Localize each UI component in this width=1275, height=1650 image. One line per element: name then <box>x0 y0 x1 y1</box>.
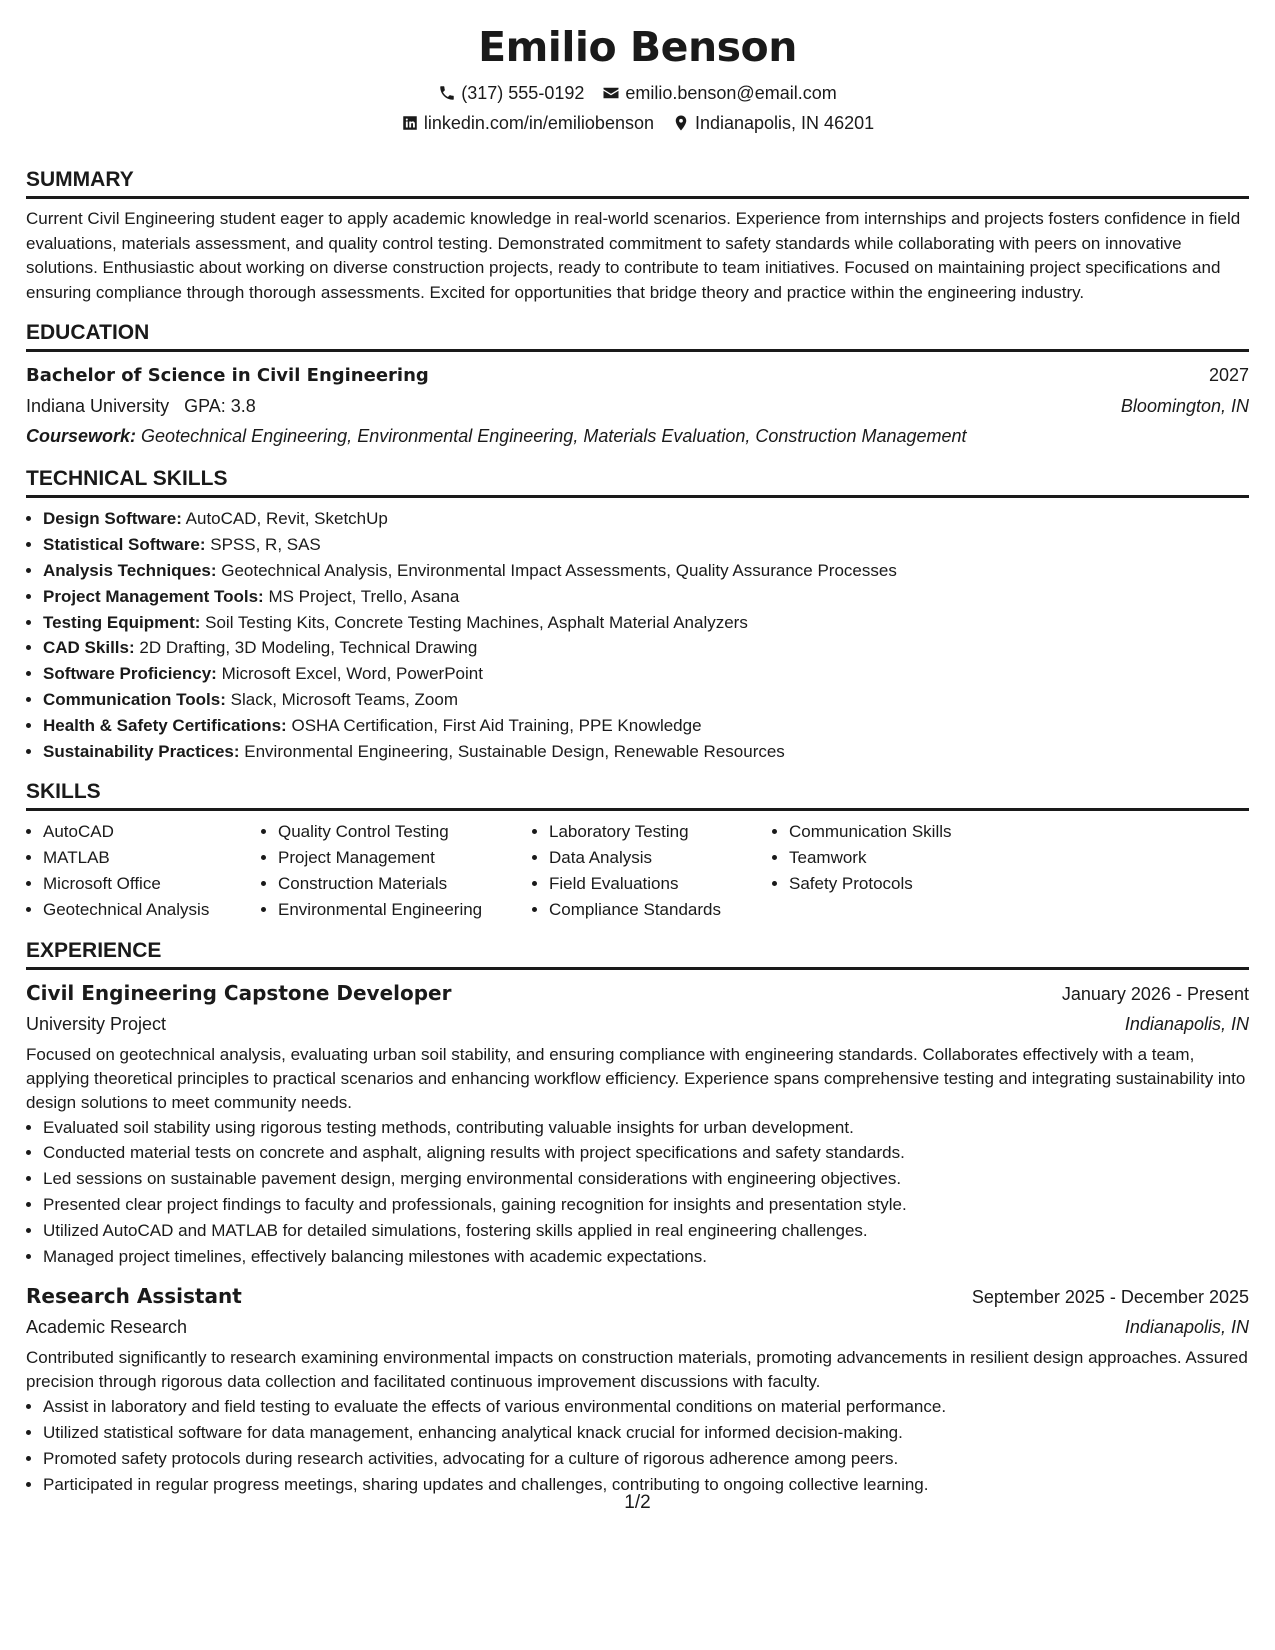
list-item: • MATLAB <box>43 845 261 871</box>
education-section <box>26 319 1249 451</box>
skill-label: Sustainability Practices: <box>43 741 240 761</box>
skill-label: Communication Tools: <box>43 689 226 709</box>
coursework-list: Geotechnical Engineering, Environmental Engineering, Materials Evaluation, Construction Management <box>141 426 967 447</box>
list-item <box>43 558 1249 584</box>
job-entry <box>26 978 1249 1270</box>
technical-skills-heading: TECHNICAL SKILLS <box>26 465 1249 498</box>
job-title-row <box>26 978 1249 1009</box>
skill-label: CAD Skills: <box>43 638 135 658</box>
skill-value: Slack, Microsoft Teams, Zoom <box>230 689 458 709</box>
list-item: • Communication Skills <box>789 819 1019 845</box>
phone-number: (317) 555-0192 <box>461 83 585 103</box>
contact-row-2 <box>26 108 1249 138</box>
gpa: GPA: 3.8 <box>184 396 256 417</box>
summary-section <box>26 166 1249 305</box>
job-dates: September 2025 - December 2025 <box>971 1287 1249 1308</box>
page-number: 1/2 <box>624 1492 651 1513</box>
list-item: • Utilized AutoCAD and MATLAB for detailed simulations, fostering skills applied in real engineering challenges. <box>43 1218 1249 1244</box>
list-item: • Project Management <box>278 845 532 871</box>
job-dates: January 2026 - Present <box>1061 983 1249 1004</box>
contact-row-1 <box>26 78 1249 108</box>
skills-column-2 <box>261 819 532 922</box>
location-text: Indianapolis, IN 46201 <box>694 113 875 133</box>
graduation-year: 2027 <box>1208 365 1249 386</box>
list-item: • Evaluated soil stability using rigorous testing methods, contributing valuable insights for urban development. <box>43 1115 1249 1141</box>
job-org-row <box>26 1312 1249 1342</box>
summary-text: Current Civil Engineering student eager to apply academic knowledge in real-world scenarios. Experience from internships and projects fosters confidence in field evaluations, materials assessment, and quality control testing. Demonstrated commitment to safety standards while collaborating with peers on innovative solutions. Enthusiastic about working on diverse construction projects, ready to contribute to team initiatives. Focused on maintaining project specifications and ensuring compliance through thorough assessments. Excited for opportunities that bridge theory and practice within the engineering industry. <box>26 209 1241 302</box>
skill-value: Soil Testing Kits, Concrete Testing Machines, Asphalt Material Analyzers <box>205 612 748 632</box>
email-icon <box>602 84 620 102</box>
list-item <box>43 661 1249 687</box>
skill-value: OSHA Certification, First Aid Training, PPE Knowledge <box>291 715 702 735</box>
skill-label: Analysis Techniques: <box>43 560 217 580</box>
skills-section <box>26 778 1249 922</box>
skills-heading: SKILLS <box>26 778 1249 811</box>
list-item <box>43 739 1249 765</box>
list-item: • Field Evaluations <box>549 871 772 897</box>
education-heading: EDUCATION <box>26 319 1249 352</box>
technical-skills-list <box>26 506 1249 764</box>
list-item: • AutoCAD <box>43 819 261 845</box>
skill-value: Microsoft Excel, Word, PowerPoint <box>221 664 483 684</box>
job-bullets <box>26 1115 1249 1270</box>
linkedin-icon <box>401 114 419 132</box>
list-item <box>43 506 1249 532</box>
list-item <box>43 532 1249 558</box>
job-bullets <box>26 1394 1249 1497</box>
skill-value: AutoCAD, Revit, SketchUp <box>185 509 388 529</box>
list-item: • Geotechnical Analysis <box>43 897 261 923</box>
list-item: • Microsoft Office <box>43 871 261 897</box>
summary-heading: SUMMARY <box>26 166 1249 199</box>
skills-grid <box>26 819 1249 922</box>
job-org-row <box>26 1009 1249 1039</box>
list-item: • Teamwork <box>789 845 1019 871</box>
linkedin-contact[interactable] <box>401 108 654 138</box>
list-item <box>43 713 1249 739</box>
job-org: University Project <box>26 1013 167 1034</box>
skill-value: MS Project, Trello, Asana <box>268 586 460 606</box>
skill-label: Health & Safety Certifications: <box>43 715 287 735</box>
list-item: • Construction Materials <box>278 871 532 897</box>
skill-label: Software Proficiency: <box>43 664 217 684</box>
job-description: Focused on geotechnical analysis, evaluating urban soil stability, and ensuring compliance with engineering standards. Collaborates effectively with a team, applying theoretical principles to practical scenarios and enhancing workflow efficiency. Experience spans comprehensive testing and integrating sustainability into design solutions to meet community needs. <box>26 1044 1246 1112</box>
list-item: • Conducted material tests on concrete and asphalt, aligning results with project specifications and safety standards. <box>43 1140 1249 1166</box>
skill-value: Geotechnical Analysis, Environmental Impact Assessments, Quality Assurance Processes <box>221 560 897 580</box>
job-entry <box>26 1281 1249 1497</box>
job-location: Indianapolis, IN <box>1124 1317 1249 1338</box>
phone-contact <box>438 78 584 108</box>
list-item: • Environmental Engineering <box>278 897 532 923</box>
candidate-name: Emilio Benson <box>478 23 797 71</box>
school-info <box>26 391 256 421</box>
coursework <box>26 421 1249 451</box>
skill-value: SPSS, R, SAS <box>210 535 321 555</box>
skills-column-3 <box>532 819 772 922</box>
job-title-row <box>26 1281 1249 1312</box>
skill-label: Design Software: <box>43 509 182 529</box>
experience-heading: EXPERIENCE <box>26 937 1249 970</box>
skills-column-1 <box>26 819 261 922</box>
list-item: • Managed project timelines, effectively balancing milestones with academic expectations. <box>43 1244 1249 1270</box>
job-org: Academic Research <box>26 1317 188 1338</box>
skill-label: Project Management Tools: <box>43 586 264 606</box>
list-item <box>43 610 1249 636</box>
skill-label: Testing Equipment: <box>43 612 201 632</box>
job-role: Civil Engineering Capstone Developer <box>26 980 452 1005</box>
education-school-row <box>26 391 1249 421</box>
list-item: • Participated in regular progress meetings, sharing updates and challenges, contributing to ongoing collective learning. <box>43 1472 1249 1498</box>
list-item: • Data Analysis <box>549 845 772 871</box>
experience-section <box>26 937 1249 1498</box>
list-item <box>43 687 1249 713</box>
education-degree-row <box>26 360 1249 391</box>
coursework-label: Coursework: <box>26 426 137 447</box>
job-description: Contributed significantly to research examining environmental impacts on construction materials, promoting advancements in resilient design approaches. Assured precision through rigorous data collection and facilitated continuous improvement discussions with faculty. <box>26 1348 1248 1392</box>
list-item: • Compliance Standards <box>549 897 772 923</box>
job-location: Indianapolis, IN <box>1124 1013 1249 1034</box>
job-role: Research Assistant <box>26 1284 242 1309</box>
list-item: • Assist in laboratory and field testing to evaluate the effects of various environmental conditions on material performance. <box>43 1394 1249 1420</box>
technical-skills-section <box>26 465 1249 764</box>
list-item <box>43 584 1249 610</box>
list-item: • Quality Control Testing <box>278 819 532 845</box>
skills-column-4 <box>772 819 1019 922</box>
skill-label: Statistical Software: <box>43 535 206 555</box>
degree-title: Bachelor of Science in Civil Engineering <box>26 365 429 387</box>
phone-icon <box>438 84 456 102</box>
location-contact <box>672 108 874 138</box>
list-item: • Safety Protocols <box>789 871 1019 897</box>
school-location: Bloomington, IN <box>1120 396 1249 417</box>
list-item: • Utilized statistical software for data management, enhancing analytical knack crucial for informed decision-making. <box>43 1420 1249 1446</box>
list-item <box>43 635 1249 661</box>
email-contact[interactable] <box>602 78 836 108</box>
location-pin-icon <box>672 114 690 132</box>
list-item: • Presented clear project findings to faculty and professionals, gaining recognition for insights and presentation style. <box>43 1192 1249 1218</box>
skill-value: Environmental Engineering, Sustainable Design, Renewable Resources <box>244 741 785 761</box>
list-item: • Laboratory Testing <box>549 819 772 845</box>
school-name: Indiana University <box>26 396 170 417</box>
list-item: • Led sessions on sustainable pavement design, merging environmental considerations with engineering objectives. <box>43 1166 1249 1192</box>
skill-value: 2D Drafting, 3D Modeling, Technical Drawing <box>139 638 478 658</box>
email-address[interactable]: emilio.benson@email.com <box>625 83 837 103</box>
list-item: • Promoted safety protocols during research activities, advocating for a culture of rigorous adherence among peers. <box>43 1446 1249 1472</box>
linkedin-url[interactable]: linkedin.com/in/emiliobenson <box>423 113 654 133</box>
